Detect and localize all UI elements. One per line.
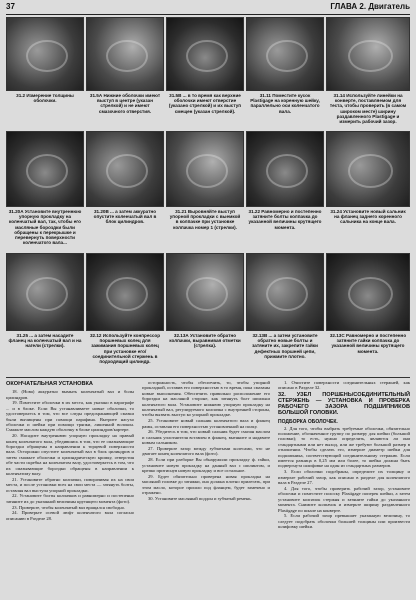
paragraph: 20. Насадите внутреннюю упорную прокладку на правый конец коленчатого вала, убедившись в том, что ее смазывающие бороздки обращены в направлении к торцевой поверхности вала. Осторожно опустите коленчатый вал в блок цилиндров и затем смажьте оболочки и цилиндрическую кромку, отверстия обе части скребка на коленчатом валу, удостоверьтесь в том, что их смазывающие бороздки обращены в направлении к коленчатому валу. [6,433,134,477]
photo [246,253,324,331]
photo [6,131,84,207]
text-column-3 [278,380,410,596]
figure-caption: 31.22 Равномерно и постепенно затяните болты колпачка до указанной величины крутящего момента. [248,209,322,230]
figure-31-5a [86,17,164,129]
paragraph: 30. Установите масляный поддон и зубчатый ремень. [148,495,252,501]
paragraph: 5. Если рабочий зазор превышает указанную величину, то следует подобрать оболочки большей толщины или произвести шлифовку шейки. [278,513,410,530]
section-heading: 32. УЗЕЛ ПОРШЕНЬ/СОЕДИНИТЕЛЬНЫЙ СТЕРЖЕНЬ — УСТАНОВКА И ПРОВЕРКА РАБОЧЕГО ЗАЗОРА ПОДШИПНИКОВ БОЛЬШОЙ ГОЛОВКИ. [278,391,410,417]
photo [166,131,244,207]
figure-31-5b [166,17,244,129]
paragraph: 19. Поместите оболочки в их места, как указано в параграфе ... и в блоке. Если Вы устанавливаете новые оболочки, то удостоверьтесь в том, что все следы предохраняющей смазки были вычищены при помощи парафина. Вытрите насухо оболочки и шейки при помощи тряпки, лишенной волокон. Смажьте маслом каждую оболочку в блоке цилиндров/картере. [6,400,134,433]
paragraph: 1. Очистите поверхности соединительных стержней, как описано в Разделе 32. [278,380,410,391]
figure-31-14 [326,17,410,129]
figure-caption: 32.12 Используйте конпрессор поршневых колец для зажимания поршневых колец при установке его/соединительной стержень в подходящий цилиндр. [89,333,161,365]
photo [166,17,244,91]
paragraph: 23. Проверьте, чтобы коленчатый вал вращался свободно. [12,504,126,510]
photo [326,17,410,91]
figure-caption: 31.5В ... в то время как верхние оболочки имеют отверстие (указано стрелкой) и их выступ смещен (указан стрелкой). [168,93,242,114]
paragraph: 18. (Нова) аккуратно вымыть коленчатый вал и болы цилиндров. [6,389,134,400]
figure-32-12 [86,253,164,375]
paragraph: 27. Проверьте зазор между зубчатыми колесами, что не двигает конец коленчатого вала (фото). [142,446,270,457]
paragraph: 2. Для того, чтобы выбрать требуемые оболочки, обязательно положение, обозначенное группу по размеру для шейки (большой головки); то есть, нужно определить, являются ли они стандартными или нет выход, или же требуют большой размер в отношении. Чтобы сделать это, измерьте диаметр шейки для подшипника, соответствующий соединительному стержню. Если имеется разница в 0,25 мм или более, то шейка должна быть подвергнута шлифовке на один из стандартных размеров. [278,425,410,469]
figure-31-11 [246,17,324,129]
paragraph: 29. Будет обязательно проверена новая прокладка на масляной головке до затяжки, она должна плотно прилегать, при этом масло, которое прошло под фланцем, будет замечено и отражено. [142,473,270,496]
paragraph: 21. Установите обратно колпачки, поворачивая их на свои места, и после установки всех на свои места — затянуть болты, оставляя вал выступа упорной прокладки. [6,476,134,493]
photo [246,17,324,91]
photo [86,131,164,207]
chapter-title: ГЛАВА 2. Двигатель [330,2,410,11]
photo [6,17,84,91]
figure-caption: 31.11 Поместите кусок Plastigage на коренную шейку, параллельно оси коленчатого вала. [250,93,320,114]
figure-caption: 31.25 ... а затем насадите фланец на коленчатый вал и на нагели (стрелки). [8,333,82,349]
paragraph: 24. Проверьте осевой люфт коленчатого вала согласно описанию в Разделе 28. [6,510,134,521]
figure-31-20a [6,131,84,251]
page-number: 37 [6,2,15,11]
text-column-1 [6,380,134,596]
photo [326,131,410,207]
figure-caption: 31.20В ... а затем аккуратно опустите коленчатый вал в блок цилиндров. [93,209,157,225]
photo [246,131,324,207]
figure-caption: 31.2 Измерение толщины оболочки. [16,93,74,104]
figure-caption: 31.24 Установите новый сальник на фланец заднего коренного сальника на конце вала. [330,209,406,225]
figure-caption: 31.5А Нижние оболочки имеют выступ в центре (указан стрелкой) и не имеют смазочного отверстия. [89,93,161,114]
paragraph: 26. Убедитесь в том, что новый сальник будет смазан маслом и сальник уплотнителя вставлен в фланец, вытяните и надавите новым сальником. [142,429,270,446]
paragraph: 3. Если оболочки подобраны, определите их толщину и измерьте рабочий зазор, как описано в разделе для коленчатого вала в Разделе 27. [278,469,410,486]
figure-caption: 31.14 Используйте линейки на конверте, поставляемом для теста, чтобы проверить (в самом широком месте) ширину раздавленного Plastigage и измерить рабочий зазор. [329,93,407,125]
figure-caption: 32.13В ... а затем установите обратно новые болты и затяните их, закрепите гайки дефектных поршней цепи, прижмите плотно. [252,333,318,359]
figure-caption: 32.13С Равномерно и постепенно затяните гайки колпачка до указанной величины крутящего момента. [329,333,407,354]
subsection-heading: ПОДБОРКА ОБОЛОЧЕК. [278,418,338,425]
photo [166,253,244,331]
figure-caption: 31.21 Выровняйте выступ упорной прокладки с выемкой в колпачке при установке колпачка номер 1 (стрелки). [169,209,241,230]
paragraph: 28. Если при разборке Вы обнаружили прокладку ф. гайки, установите новую прокладку на данный вал с шплинтом, и крепко притиснув новую прокладку и все остальное. [142,457,270,474]
figure-31-21 [166,131,244,251]
figure-31-2 [6,17,84,129]
page-header [6,2,410,15]
figure-32-13c [326,253,410,375]
figure-32-13a [166,253,244,375]
photo [86,17,164,91]
figure-31-22 [246,131,324,251]
text-column-2 [142,380,270,596]
paragraph: 25. Установите новый сальник коленчатого вала и фланец рамы, оставляя его поверхностью установленной на полку. [142,418,270,429]
figure-caption: 31.20А Установите внутреннюю упорную прокладку на коленчатый вал, так, чтобы его масляные бороздки были обращены к перекрышке и перевернуть поверхности коленчатого вала... [8,209,82,246]
photo [86,253,164,331]
photo [6,253,84,331]
section-heading: ОКОНЧАТЕЛЬНАЯ УСТАНОВКА [6,381,93,387]
figure-31-20b [86,131,164,251]
figure-31-24 [326,131,410,251]
paragraph: 4. Для того, чтобы проверить рабочий зазор, установите оболочки и поместите полоску Plastigage поперек шейки, а затем установите колпачок стержня и затяните гайки до указанного момента. Снимите колпачок и измерьте ширину раздавленного Plastigage по шкале на конверте. [278,485,410,513]
figure-32-13b [246,253,324,375]
paragraph: 22. Установите болты колпачков и равномерно и постепенно затяните их до указанной величины крутящего момента (фото). [6,493,134,504]
figure-caption: 32.13А Установите обратно колпачки, выравнивая отметки (стрелка). [169,333,241,349]
photo [326,253,410,331]
figure-31-25 [6,253,84,375]
divider [6,377,410,378]
paragraph: осторожность, чтобы обеспечить, то, чтобы упорной прокладкой, оставив его поверхностью в то время, пока смазаны новые выполнения. Обеспечить правильно расположение его бороздки на масляной стороне, как затянуть болт шпильки коленчатого вала. Установите нижнюю упорную прокладку на коленчатый вал, регулируемого колпачка с внутренней стороны, чтобы вызвать выступ ко упорной прокладке. [142,380,270,418]
